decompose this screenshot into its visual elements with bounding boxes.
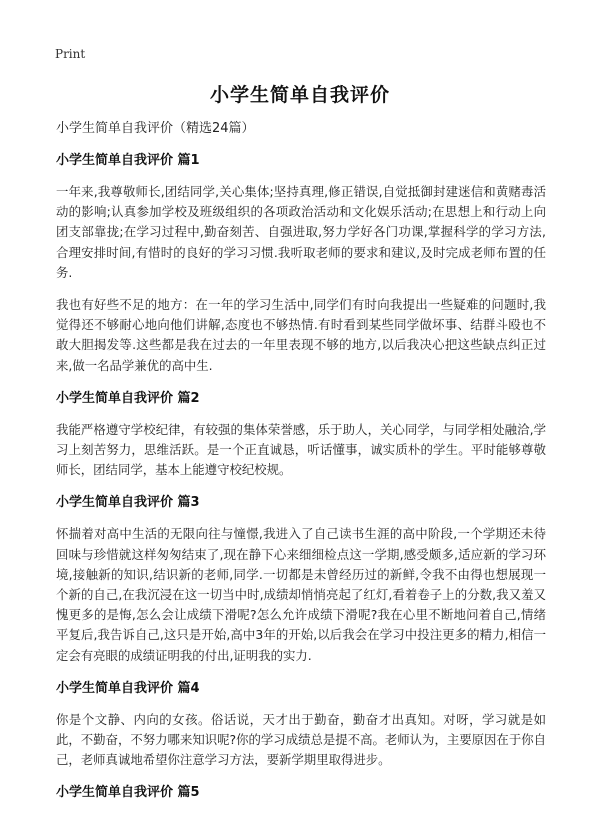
section-4 (56, 680, 546, 771)
section-heading: 小学生简单自我评价 篇2 (56, 390, 200, 406)
print-link[interactable]: Print (55, 47, 86, 61)
paragraph: 你是个文静、内向的女孩。俗话说，天才出于勤奋，勤奋才出真知。对呀，学习就是如此，不勤奋，不努力哪来知识呢?你的学习成绩总是提不高。老师认为，主要原因在于你自己，老师真诚地希望你注意学习方法，要新学期里取得进步。 (56, 711, 546, 768)
section-2 (56, 390, 546, 481)
paragraph: 我也有好些不足的地方：在一年的学习生活中,同学们有时向我提出一些疑难的问题时,我觉得还不够耐心地向他们讲解,态度也不够热情.有时看到某些同学做坏事、结群斗殴也不敢大胆揭发等.这些都是我在过去的一年里表现不够的地方,以后我决心把这些缺点纠正过来,做一名品学兼优的高中生. (56, 297, 546, 373)
section-heading: 小学生简单自我评价 篇3 (56, 495, 200, 511)
paragraph: 我能严格遵守学校纪律，有较强的集体荣誉感，乐于助人，关心同学，与同学相处融洽,学习上刻苦努力，思维活跃。是一个正直诚恳，听话懂事，诚实质朴的学生。平时能够尊敬师长，团结同学，基本上能遵守校纪校规。 (56, 421, 546, 478)
paragraph: 怀揣着对高中生活的无限向往与憧憬,我进入了自己读书生涯的高中阶段,一个学期还未待回味与珍惜就这样匆匆结束了,现在静下心来细细检点这一学期,感受颇多,适应新的学习环境,接触新的知识,结识新的老师,同学.一切都是未曾经历过的新鲜,令我不由得也想展现一个新的自己,在我沉浸在这一切当中时,成绩却悄悄亮起了红灯,看着卷子上的分数,我又羞又愧更多的是悔,怎么会让成绩下滑呢?怎么允许成绩下滑呢?我在心里不断地问着自己,情绪平复后,我告诉自己,这只是开始,高中3年的开始,以后我会在学习中投注更多的精力,相信一定会有亮眼的成绩证明我的付出,证明我的实力. (56, 526, 546, 663)
article-subtitle: 小学生简单自我评价（精选24篇） (56, 121, 255, 136)
section-heading: 小学生简单自我评价 篇1 (56, 153, 200, 168)
article-body (56, 120, 546, 814)
section-3 (56, 494, 546, 665)
section-5 (56, 784, 546, 802)
page-title: 小学生简单自我评价 (209, 84, 390, 106)
section-1 (56, 152, 546, 376)
paragraph: 一年来,我尊敬师长,团结同学,关心集体;坚持真理,修正错误,自觉抵御封建迷信和黄赌毒活动的影响;认真参加学校及班级组织的各项政治活动和文化娱乐活动;在思想上和行动上向团支部靠拢;在学习过程中,勤奋刻苦、自强进取,努力学好各门功课,掌握科学的学习方法,合理安排时间,有惜时的良好的学习习惯.我听取老师的要求和建议,及时完成老师布置的任务. (56, 184, 546, 280)
section-heading: 小学生简单自我评价 篇4 (56, 680, 200, 696)
section-heading: 小学生简单自我评价 篇5 (56, 785, 200, 801)
